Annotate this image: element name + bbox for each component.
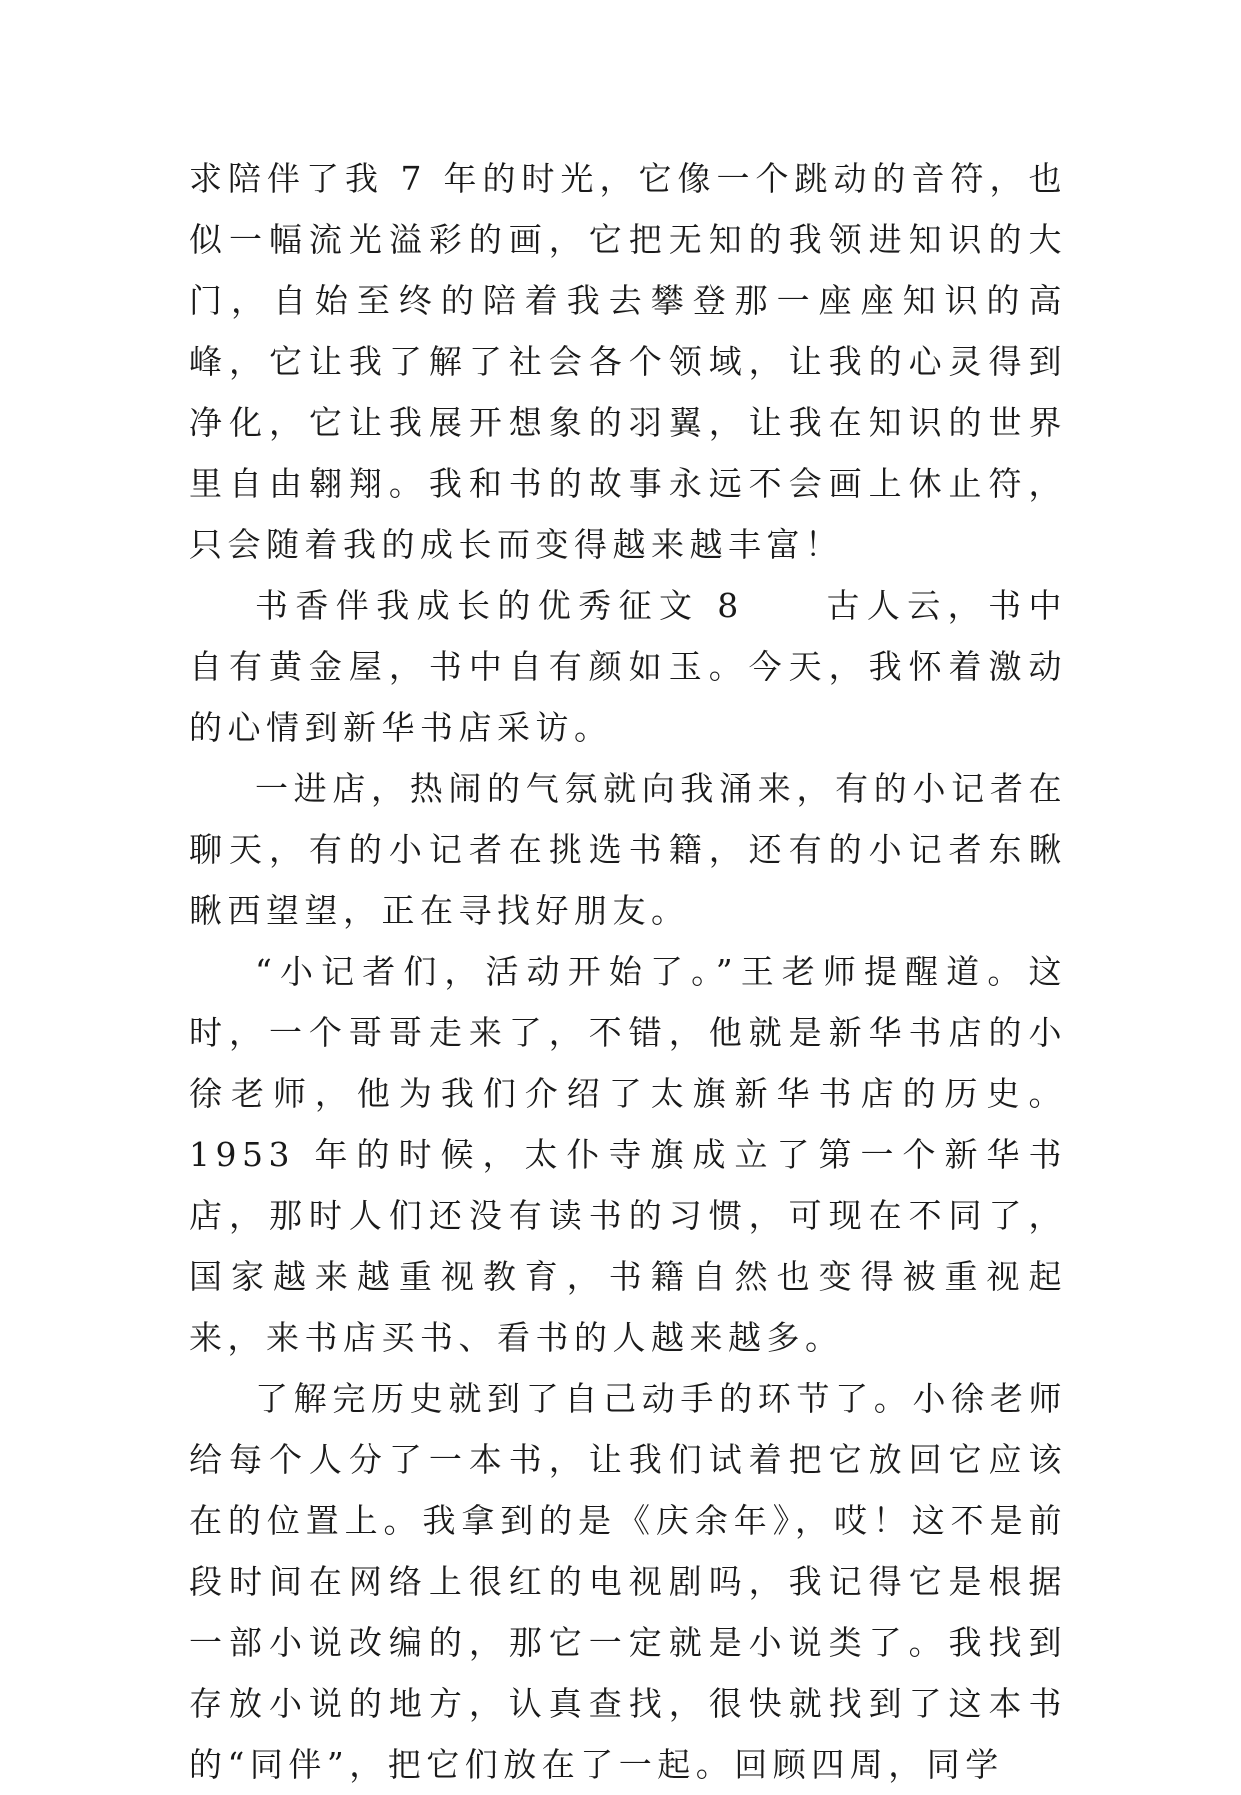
paragraph-entering-store: 一进店，热闹的气氛就向我涌来，有的小记者在聊天，有的小记者在挑选书籍，还有的小记者东瞅瞅西望望，正在寻找好朋友。 <box>189 769 1067 930</box>
article-body <box>189 148 1067 1795</box>
paragraph-essay-heading: 书香伴我成长的优秀征文 8 古人云，书中自有黄金屋，书中自有颜如玉。今天，我怀着激动的心情到新华书店采访。 <box>189 586 1067 747</box>
paragraph-continuation: 求陪伴了我 7 年的时光，它像一个跳动的音符，也似一幅流光溢彩的画，它把无知的我领进知识的大门，自始至终的陪着我去攀登那一座座知识的高峰，它让我了解了社会各个领域，让我的心灵得到净化，它让我展开想象的羽翼，让我在知识的世界里自由翱翔。我和书的故事永远不会画上休止符，只会随着我的成长而变得越来越丰富！ <box>189 159 1067 564</box>
paragraph-shelving-activity: 了解完历史就到了自己动手的环节了。小徐老师给每个人分了一本书，让我们试着把它放回它应该在的位置上。我拿到的是《庆余年》，哎！这不是前段时间在网络上很红的电视剧吗，我记得它是根据一部小说改编的，那它一定就是小说类了。我找到存放小说的地方，认真查找，很快就找到了这本书的“同伴”，把它们放在了一起。回顾四周，同学 <box>189 1379 1067 1784</box>
paragraph-bookstore-history: “小记者们，活动开始了。”王老师提醒道。这时，一个哥哥走来了，不错，他就是新华书店的小徐老师，他为我们介绍了太旗新华书店的历史。1953 年的时候，太仆寺旗成立了第一个新华书店，那时人们还没有读书的习惯，可现在不同了，国家越来越重视教育，书籍自然也变得被重视起来，来书店买书、看书的人越来越多。 <box>189 952 1067 1357</box>
